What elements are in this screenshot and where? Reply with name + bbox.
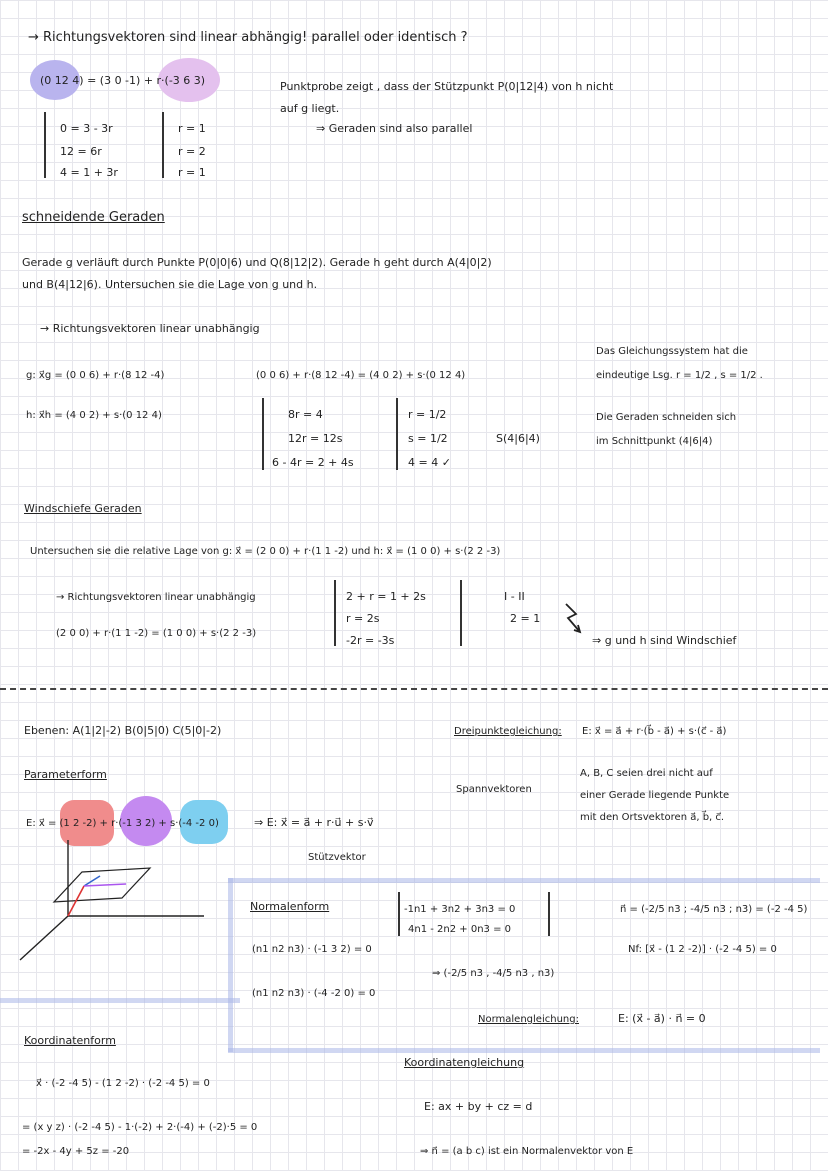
system-bar-mid [162,112,164,178]
parallel-vector-equation: (0 12 4) = (3 0 -1) + r·(-3 6 3) [40,74,206,87]
coord-line-1: x⃗ · (-2 -4 5) - (1 2 -2) · (-2 -4 5) = 0 [36,1078,210,1089]
normalengleichung: E: (x⃗ - a⃗) · n⃗ = 0 [618,1012,706,1025]
section2-sub: → Richtungsvektoren linear unabhängig [40,322,260,335]
normalengleichung-label: Normalengleichung: [478,1014,579,1025]
coordinate-equation: E: ax + by + cz = d [424,1100,533,1113]
system-row-3: 4 = 1 + 3r [60,166,118,179]
section3-sub: → Richtungsvektoren linear unabhängig [56,592,256,603]
frame-band-left [228,878,233,1052]
sys3-bar-left [334,580,336,646]
abc-line-3: mit den Ortsvektoren a⃗, b⃗, c⃗. [580,812,725,823]
frame-band-top [228,878,820,883]
conc3: ⇒ g und h sind Windschief [592,634,737,647]
dreipunkt-equation: E: x⃗ = a⃗ + r·(b⃗ - a⃗) + s·(c⃗ - a⃗) [582,726,727,737]
sol2-3: 4 = 4 ✓ [408,456,451,469]
normal-form-final: Nf: [x⃗ - (1 2 -2)] · (-2 -4 5) = 0 [628,944,777,955]
sys2-row-2: 12r = 12s [288,432,343,445]
nsys-bar-right [548,892,550,936]
conc2-1: Das Gleichungssystem hat die [596,346,748,357]
stuetzvektor-label: Stützvektor [308,852,366,863]
dreipunkt-label: Dreipunktegleichung: [454,726,562,737]
system-r-2: r = 2 [178,145,206,158]
contradiction-icon [560,600,586,638]
conc2-4: im Schnittpunkt (4|6|4) [596,436,713,447]
system-bar-left [44,112,46,178]
frame-band-bottom [228,1048,820,1053]
note-line-3: ⇒ Geraden sind also parallel [316,122,473,135]
nsys-solution: ⇒ (-2/5 n3 , -4/5 n3 , n3) [432,968,555,979]
sys3-row-1: 2 + r = 1 + 2s [346,590,426,603]
normal-vector: n⃗ = (-2/5 n3 ; -4/5 n3 ; n3) = (-2 -4 5) [620,904,808,915]
heading-schneidende: schneidende Geraden [22,210,165,225]
plane-sketch [14,836,214,966]
g-equation: g: x⃗g = (0 0 6) + r·(8 12 -4) [26,370,165,381]
heading-windschief: Windschiefe Geraden [24,502,142,515]
system-r-1: r = 1 [178,122,206,135]
section3-equation: (2 0 0) + r·(1 1 -2) = (1 0 0) + s·(2 2 -3) [56,628,257,639]
coord-line-3: = -2x - 4y + 5z = -20 [22,1146,130,1157]
intersect-equation: (0 0 6) + r·(8 12 -4) = (4 0 2) + s·(0 12 4) [256,370,466,381]
sol2-2: s = 1/2 [408,432,448,445]
sys3-row-3: -2r = -3s [346,634,395,647]
system-row-2: 12 = 6r [60,145,102,158]
abc-line-1: A, B, C seien drei nicht auf [580,768,713,779]
sys2-row-3: 6 - 4r = 2 + 4s [272,456,354,469]
nsys-bar-left [398,892,400,936]
sol2-1: r = 1/2 [408,408,447,421]
normal-eq-1: (n1 n2 n3) · (-1 3 2) = 0 [252,944,372,955]
intersection-point: S(4|6|4) [496,432,540,445]
task3: Untersuchen sie die relative Lage von g: x⃗ = (2 0 0) + r·(1 1 -2) und h: x⃗ = (1 0 0) + s·(2 2 -3) [30,546,501,557]
work3-2: 2 = 1 [510,612,541,625]
frame-band-side [0,998,240,1003]
task2-line-1: Gerade g verläuft durch Punkte P(0|0|6) und Q(8|12|2). Gerade h geht durch A(4|0|2) [22,256,492,269]
note-line-1: Punktprobe zeigt , dass der Stützpunkt P(0|12|4) von h nicht [280,80,614,93]
section-divider [0,688,828,690]
note-line-2: auf g liegt. [280,102,340,115]
sys3-bar-right [460,580,462,646]
sys2-bar-mid [396,398,398,470]
sys3-row-2: r = 2s [346,612,380,625]
abc-line-2: einer Gerade liegende Punkte [580,790,730,801]
heading-parameterform: Parameterform [24,768,107,781]
spannvektoren-label: Spannvektoren [456,784,532,795]
coord-line-2: = (x y z) · (-2 -4 5) - 1·(-2) + 2·(-4) + (-2)·5 = 0 [22,1122,258,1133]
system-r-3: r = 1 [178,166,206,179]
heading-koordinatengleichung: Koordinatengleichung [404,1056,525,1069]
sys2-row-1: 8r = 4 [288,408,323,421]
h-equation: h: x⃗h = (4 0 2) + s·(0 12 4) [26,410,162,421]
task2-line-2: und B(4|12|6). Untersuchen sie die Lage von g und h. [22,278,318,291]
system-row-1: 0 = 3 - 3r [60,122,113,135]
nsys-row-2: 4n1 - 2n2 + 0n3 = 0 [408,924,511,935]
nsys-row-1: -1n1 + 3n2 + 3n3 = 0 [404,904,516,915]
sys2-bar-left [262,398,264,470]
parameter-equation: E: x⃗ = (1 2 -2) + r·(-1 3 2) + s·(-4 -2 0) [26,818,219,829]
conc2-2: eindeutige Lsg. r = 1/2 , s = 1/2 . [596,370,763,381]
conc2-3: Die Geraden schneiden sich [596,412,737,423]
parallel-question: → Richtungsvektoren sind linear abhängig! parallel oder identisch ? [28,30,468,45]
plane-points: Ebenen: A(1|2|-2) B(0|5|0) C(5|0|-2) [24,724,222,737]
heading-normalenform: Normalenform [250,900,330,913]
heading-koordinatenform: Koordinatenform [24,1034,116,1047]
general-parameter-equation: ⇒ E: x⃗ = a⃗ + r·u⃗ + s·v⃗ [254,816,374,829]
work3-1: I - II [504,590,525,603]
coordinate-normal: ⇒ n⃗ = (a b c) ist ein Normalenvektor von E [420,1146,634,1157]
normal-eq-2: (n1 n2 n3) · (-4 -2 0) = 0 [252,988,376,999]
